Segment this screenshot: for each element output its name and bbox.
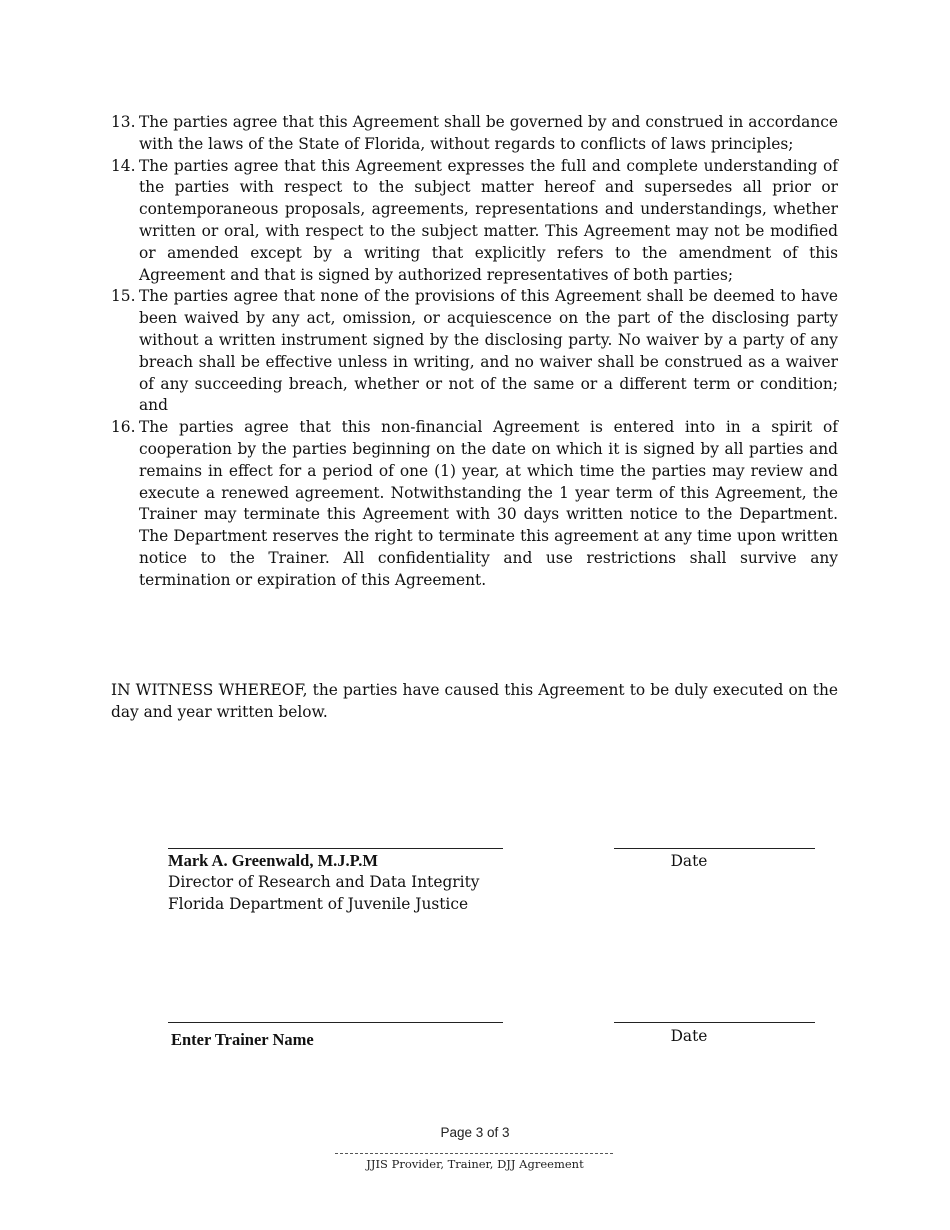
clause-text: The parties agree that this non-financial Agreement is entered into in a spirit of cooperation by the parties beginning on the date on which it is signed by all parties and remains in effect for a period of one (1) year, at which time the parties may review and execute a renewed agreement. Notwithstanding the 1 year term of this Agreement, the Trainer may terminate this Agreement with 30 days written notice to the Department. The Department reserves the right to terminate this agreement at any time upon written notice to the Trainer. All confidentiality and use restrictions shall survive any termination or expiration of this Agreement. bbox=[139, 418, 838, 589]
clause-number: 14. bbox=[111, 156, 136, 175]
clause-16 bbox=[111, 417, 838, 591]
department-signature-line[interactable] bbox=[168, 848, 503, 849]
clause-14 bbox=[111, 156, 838, 287]
trainer-signatory bbox=[171, 1029, 591, 1051]
department-signatory-name: Mark A. Greenwald, M.J.P.M bbox=[168, 851, 378, 870]
trainer-date-label: Date bbox=[670, 1027, 708, 1045]
clause-number: 15. bbox=[111, 287, 136, 306]
department-date-label: Date bbox=[670, 852, 708, 870]
clause-number: 16. bbox=[111, 418, 136, 437]
trainer-name-field[interactable]: Enter Trainer Name bbox=[171, 1030, 314, 1049]
footer-divider bbox=[335, 1153, 613, 1154]
department-signatory bbox=[168, 850, 588, 915]
page-number: Page 3 of 3 bbox=[440, 1125, 510, 1140]
clause-text: The parties agree that this Agreement shall be governed by and construed in accordance with the laws of the State of Florida, without regards to conflicts of laws principles; bbox=[139, 113, 838, 153]
clause-text: The parties agree that this Agreement expresses the full and complete understanding of the parties with respect to the subject matter hereof and supersedes all prior or contemporaneous proposals, agreements, representations and understandings, whether written or oral, with respect to the subject matter. This Agreement may not be modified or amended except by a writing that explicitly refers to the amendment of this Agreement and that is signed by authorized representatives of both parties; bbox=[139, 156, 838, 284]
clause-13 bbox=[111, 112, 838, 156]
clause-15 bbox=[111, 286, 838, 417]
clause-text: The parties agree that none of the provisions of this Agreement shall be deemed to have been waived by any act, omission, or acquiescence on the part of the disclosing party without a written instrument signed by the disclosing party. No waiver by a party of any breach shall be effective unless in writing, and no waiver shall be construed as a waiver of any succeeding breach, whether or not of the same or a different term or condition; and bbox=[139, 287, 838, 415]
department-signatory-organization: Florida Department of Juvenile Justice bbox=[168, 894, 469, 913]
agreement-clauses bbox=[111, 112, 838, 592]
footer-document-title: JJIS Provider, Trainer, DJJ Agreement bbox=[366, 1157, 584, 1171]
trainer-signature-line-segment bbox=[424, 1022, 503, 1023]
clause-number: 13. bbox=[111, 113, 136, 131]
trainer-date-line[interactable] bbox=[614, 1022, 815, 1023]
department-date-line[interactable] bbox=[614, 848, 815, 849]
department-signatory-title: Director of Research and Data Integrity bbox=[168, 872, 480, 891]
witness-statement: IN WITNESS WHEREOF, the parties have caused this Agreement to be duly executed on the day and year written below. bbox=[111, 681, 838, 721]
